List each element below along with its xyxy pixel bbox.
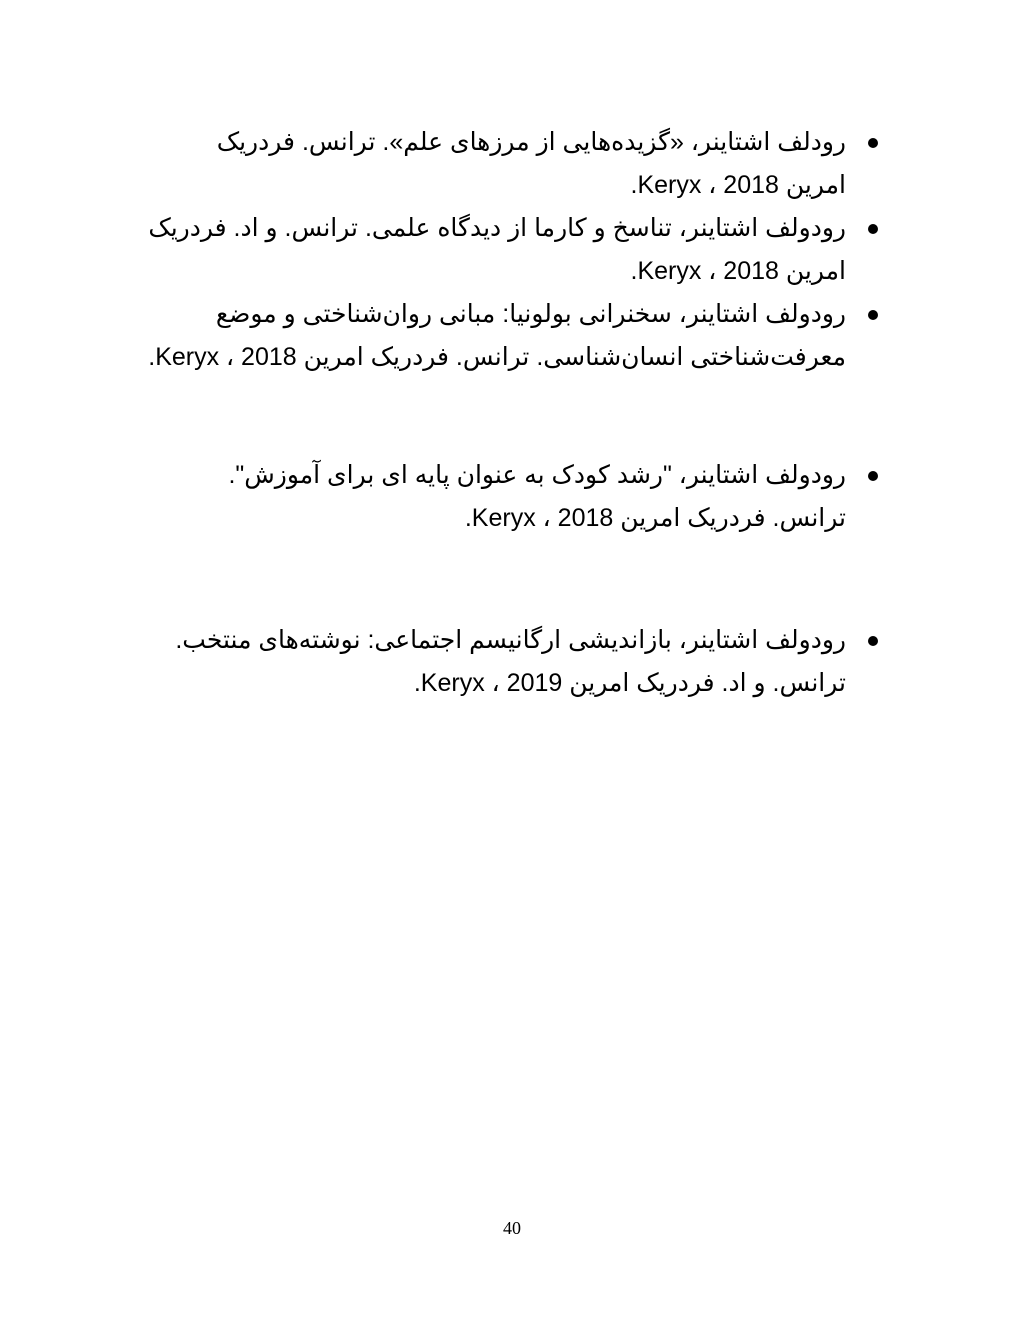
bullet-icon <box>868 471 878 481</box>
reference-line: معرفت‌شناختی انسان‌شناسی. ترانس. فردریک امرین Keryx ، 2018. <box>148 343 846 371</box>
bullet-icon <box>868 224 878 234</box>
reference-item <box>110 454 846 540</box>
reference-line: امرین Keryx ، 2018. <box>630 257 846 285</box>
reference-line: رودولف اشتاینر، "رشد کودک به عنوان پایه ای برای آموزش". <box>228 461 846 489</box>
reference-line: رودولف اشتاینر، بازاندیشی ارگانیسم اجتماعی: نوشته‌های منتخب. <box>175 626 846 654</box>
reference-line: امرین Keryx ، 2018. <box>630 171 846 199</box>
reference-list-top <box>110 121 846 379</box>
reference-item <box>110 619 846 705</box>
bullet-icon <box>868 138 878 148</box>
reference-line: ترانس. و اد. فردریک امرین Keryx ، 2019. <box>413 669 846 697</box>
bullet-icon <box>868 636 878 646</box>
reference-line: رودولف اشتاینر، تناسخ و کارما از دیدگاه علمی. ترانس. و اد. فردریک <box>148 214 846 242</box>
reference-item <box>110 207 846 293</box>
reference-item <box>110 293 846 379</box>
reference-item <box>110 121 846 207</box>
reference-line: رودولف اشتاینر، سخنرانی بولونیا: مبانی روان‌شناختی و موضع <box>215 300 846 328</box>
reference-list-bottom <box>110 619 846 705</box>
reference-line: رودلف اشتاینر، «گزیده‌هایی از مرزهای علم». ترانس. فردریک <box>216 128 846 156</box>
bullet-icon <box>868 310 878 320</box>
reference-list-middle <box>110 454 846 540</box>
page-number: 40 <box>503 1218 521 1238</box>
reference-line: ترانس. فردریک امرین Keryx ، 2018. <box>464 504 846 532</box>
